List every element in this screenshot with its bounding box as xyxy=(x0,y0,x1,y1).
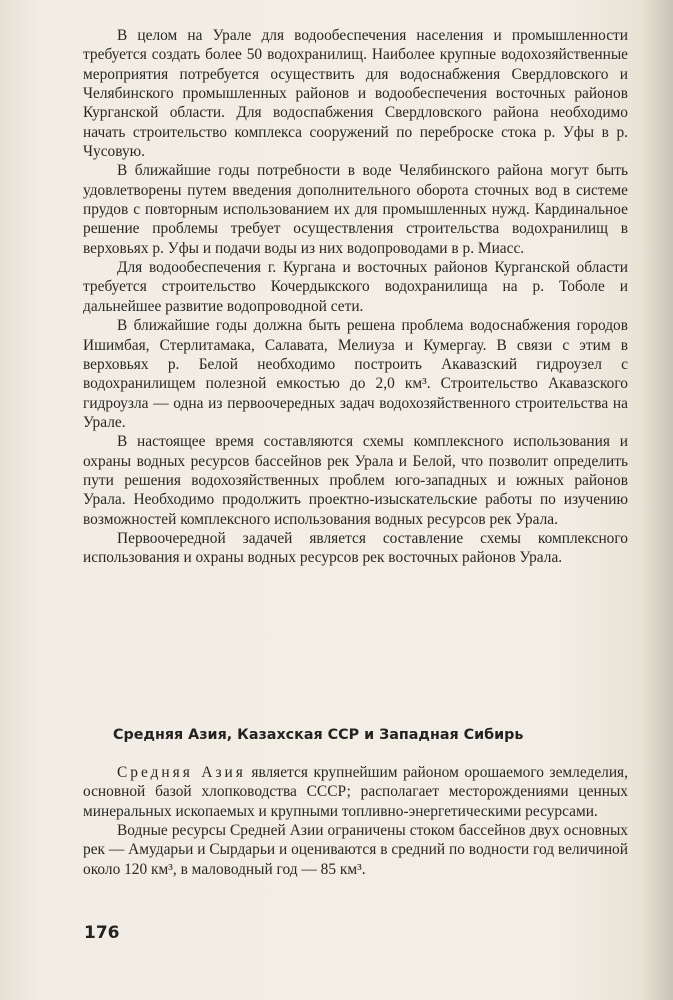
paragraph-3: Для водообеспечения г. Кургана и восточных районов Курганской области требуется строительство Кочердыкского водохранилища на р. Тоболе и дальнейшее развитие водопроводной сети. xyxy=(83,259,628,315)
main-text xyxy=(83,26,628,568)
paragraph-6: Первоочередной задачей является составление схемы комплексного использования и охраны водных ресурсов рек восточных районов Урала. xyxy=(83,529,628,567)
page-number: 176 xyxy=(84,923,120,943)
paragraph-1: В целом на Урале для водообеспечения населения и промышленности требуется создать более 50 водохранилищ. Наиболее крупные водохозяйственные мероприятия потребуется осуществить для водоснабжения Свердловского и Челябинского промышленных районов и водообеспечения восточных районов Курганской области. Для водоспабжения Свердловского района необходимо начать строительство комплекса сооружений по переброске стока р. Уфы в р. Чусовую. xyxy=(83,27,628,161)
region-name: Средняя Азия xyxy=(117,764,246,781)
section-paragraph-1 xyxy=(83,763,628,821)
paragraph-4: В ближайшие годы должна быть решена проблема водоснабжения городов Ишимбая, Стерлитамака, Салавата, Мелиуза и Кумергау. В связи с этим в верховьях р. Белой необходимо построить Акавазский гидроузел с водохранилищем полезной емкостью до 2,0 км³. Строительство Акавазского гидроузла — одна из первоочередных задач водохозяйственного строительства на Урале. xyxy=(83,317,628,431)
section-paragraph-1-rest: является крупнейшим районом орошаемого земледелия, основной базой хлопководства СССР; располагает месторождениями ценных минеральных ископаемых и крупными топливно-энергетическими ресурсами. xyxy=(83,764,628,820)
section-paragraph-2: Водные ресурсы Средней Азии ограничены стоком бассейнов двух основных рек — Амударьи и Сырдарьи и оцениваются в средний по водности год величиной около 120 км³, в маловодный год — 85 км³. xyxy=(83,822,628,878)
paragraph-2: В ближайшие годы потребности в воде Челябинского района могут быть удовлетворены путем введения дополнительного оборота сточных вод в системе прудов с повторным использованием их для промышленных нужд. Кардинальное решение проблемы требует осуществления строительства водохранилищ в верховьях р. Уфы и подачи воды из них водопроводами в р. Миасс. xyxy=(83,162,628,257)
section-text xyxy=(83,763,628,879)
section-heading: Средняя Азия, Казахская ССР и Западная Сибирь xyxy=(113,727,524,743)
paragraph-5: В настоящее время составляются схемы комплексного использования и охраны водных ресурсов бассейнов рек Урала и Белой, что позволит определить пути решения водохозяйственных проблем юго-западных и южных районов Урала. Необходимо продолжить проектно-изыскательские работы по изучению возможностей комплексного использования водных ресурсов рек Урала. xyxy=(83,433,628,528)
